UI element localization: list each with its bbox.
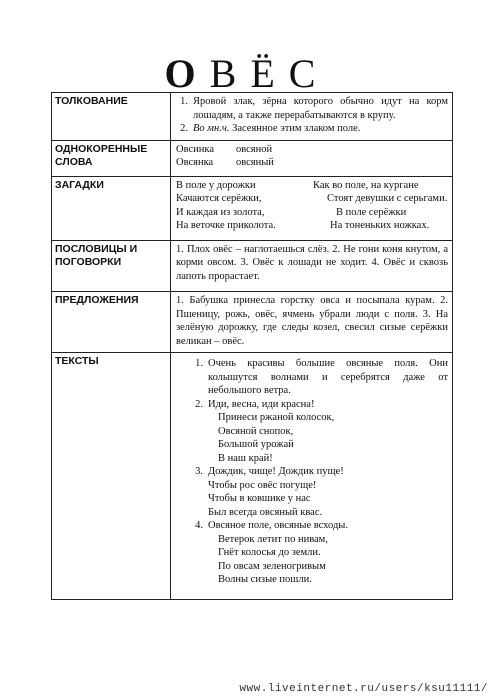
list-item [176,95,448,122]
row-cognates [52,140,453,176]
label-sentences: ПРЕДЛОЖЕНИЯ [52,292,171,353]
row-proverbs [52,240,453,292]
interpretation-item-1: Яровой злак, зёрна которого обычно идут на корм лошадям, а также перерабатываются в крупу. [193,96,448,121]
poem-line: Ветерок летит по нивам, [218,533,328,545]
row-sentences [52,292,453,353]
item-number: 2. [195,398,203,410]
riddle-line: На веточке приколота. [176,220,276,231]
value-sentences: 1. Бабушка принесла горстку овса и посыпала курам. 2. Пшеницу, рожь, овёс, ячмень убрали люди с поля. 3. На зелёную дорожку, где следы козел, свесил сизые серёжки великан – овёс. [171,292,453,353]
poem-line: Принеси ржаной колосок, [218,412,335,423]
text-2 [208,398,334,466]
plural-abbr: Во мн.ч. [193,123,230,134]
row-texts [52,353,453,600]
item-number: 4. [195,520,203,531]
value-cognates [171,140,453,176]
riddle-left [176,179,276,233]
list-item [185,465,448,519]
label-texts: ТЕКСТЫ [52,353,171,600]
text-3 [208,465,344,519]
poem-line: Чтобы в ковшике у нас [208,493,311,504]
page-title [0,50,494,97]
item-number: 1. [195,358,203,369]
poem-line: Дождик, чище! Дождик пуще! [208,466,344,477]
poem-line: Волны сизые пошли. [218,574,312,585]
title-rest: ВЁС [209,51,330,96]
item-number: 1. [180,96,188,107]
poem-line: Гнёт колосья до земли. [218,547,321,558]
poem-line: Чтобы рос овёс погуще! [208,479,317,491]
riddle-line: Как во поле, на кургане [313,179,419,191]
text-1: Очень красивы большие овсяные поля. Они колышутся волнами и серебрятся даже от небольшого ветра. [208,358,448,396]
list-item [185,519,448,587]
riddle-line: На тоненьких ножках. [330,220,430,231]
poem-line: В наш край! [218,452,273,464]
label-interpretation: ТОЛКОВАНИЕ [52,93,171,141]
label-cognates: ОДНОКОРЕННЫЕ СЛОВА [52,140,171,176]
poem-line: По овсам зеленогривым [218,560,326,572]
poem-line: Был всегда овсяный квас. [208,506,323,518]
riddle-line: И каждая из золота, [176,206,265,218]
riddle-line: В поле серёжки [336,206,407,218]
value-texts [171,353,453,600]
riddle-line: В поле у дорожки [176,179,256,191]
list-item [176,122,448,136]
word-table [51,92,453,600]
item-number: 3. [195,466,203,477]
list-item [185,357,448,398]
poem-line: Большой урожай [218,439,294,450]
list-item [185,398,448,466]
poem-line: Иди, весна, иди красна! [208,398,315,410]
riddle-line: Стоят девушки с серьгами. [327,193,448,204]
cognate-word: овсяной [236,143,273,155]
item-number: 2. [180,123,188,134]
label-proverbs: ПОСЛОВИЦЫ И ПОГОВОРКИ [52,240,171,292]
poem-line: Овсяное поле, овсяные всходы. [208,520,348,531]
row-interpretation [52,93,453,141]
label-riddles: ЗАГАДКИ [52,176,171,240]
value-interpretation [171,93,453,141]
title-first-letter: О [164,51,210,96]
value-proverbs: 1. Плох овёс – наглотаешься слёз. 2. Не гони коня кнутом, а корми овсом. 3. Овёс к лошади не ходит. 4. Овёс и сквозь лапоть прорастает. [171,240,453,292]
cognate-word: овсяный [236,157,274,168]
cognate-word: Овсянка [176,157,214,168]
riddle-right [313,179,448,233]
cognate-word: Овсинка [176,143,214,155]
row-riddles [52,176,453,240]
value-riddles [171,176,453,240]
riddle-line: Качаются серёжки, [176,193,262,204]
text-4 [208,519,348,587]
poem-line: Овсяной снопок, [218,425,294,437]
source-watermark: www.liveinternet.ru/users/ksu11111/ [239,683,488,695]
interpretation-item-2: Засеянное этим злаком поле. [232,123,361,134]
